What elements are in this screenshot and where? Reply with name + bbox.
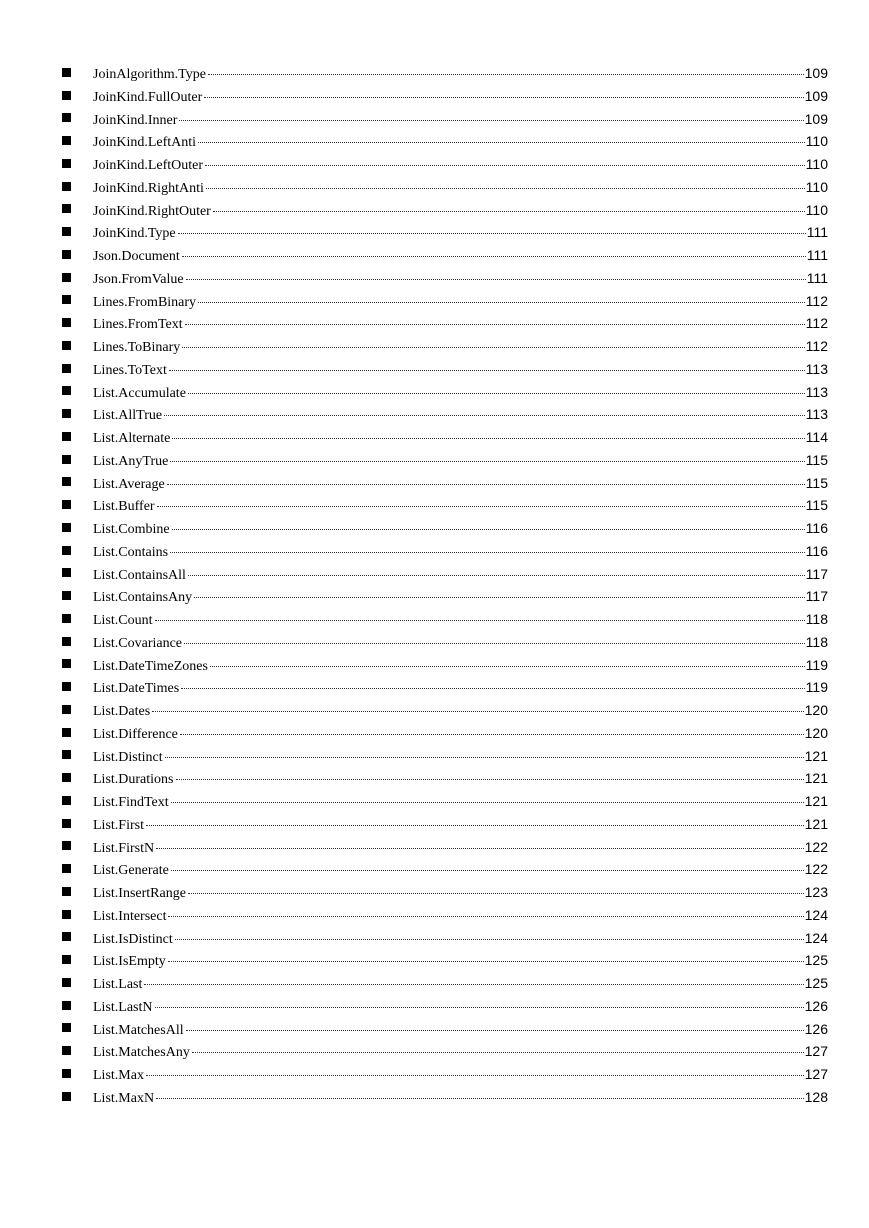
toc-entry-page-number[interactable]: 113 bbox=[805, 360, 828, 377]
dot-leader bbox=[184, 643, 805, 644]
toc-entry-title[interactable]: List.Generate bbox=[93, 863, 169, 879]
toc-entry[interactable] bbox=[62, 949, 828, 972]
toc-entry-title[interactable]: List.AnyTrue bbox=[93, 453, 169, 469]
toc-entry-page-number[interactable]: 121 bbox=[804, 770, 828, 787]
toc-entry-title[interactable]: List.LastN bbox=[93, 999, 153, 1015]
square-bullet-icon bbox=[62, 523, 71, 532]
toc-entry-page-number[interactable]: 111 bbox=[806, 224, 828, 241]
square-bullet-icon bbox=[62, 864, 71, 873]
toc-entry[interactable] bbox=[62, 904, 828, 927]
dot-leader bbox=[213, 211, 805, 212]
square-bullet-icon bbox=[62, 750, 71, 759]
toc-entry[interactable] bbox=[62, 790, 828, 813]
square-bullet-icon bbox=[62, 386, 71, 395]
toc-entry-title[interactable]: List.InsertRange bbox=[93, 886, 186, 901]
square-bullet-icon bbox=[62, 591, 71, 600]
dot-leader bbox=[185, 324, 805, 325]
dot-leader bbox=[157, 506, 805, 507]
toc-entry[interactable] bbox=[62, 108, 828, 131]
toc-entry-page-number[interactable]: 124 bbox=[804, 906, 828, 923]
square-bullet-icon bbox=[62, 1069, 71, 1078]
toc-entry-page-number[interactable]: 126 bbox=[804, 1020, 828, 1037]
dot-leader bbox=[155, 1007, 804, 1008]
toc-entry-title[interactable]: Json.FromValue bbox=[93, 271, 184, 287]
dot-leader bbox=[172, 529, 805, 530]
square-bullet-icon bbox=[62, 728, 71, 737]
toc-entry[interactable] bbox=[62, 745, 828, 768]
square-bullet-icon bbox=[62, 682, 71, 691]
toc-entry[interactable] bbox=[62, 699, 828, 722]
toc-entry-page-number[interactable]: 112 bbox=[805, 338, 828, 354]
toc-entry-page-number[interactable]: 127 bbox=[804, 1043, 828, 1060]
dot-leader bbox=[178, 233, 806, 234]
toc-entry[interactable] bbox=[62, 335, 828, 358]
square-bullet-icon bbox=[62, 432, 71, 441]
square-bullet-icon bbox=[62, 273, 71, 282]
toc-entry-title[interactable]: JoinAlgorithm.Type bbox=[93, 67, 206, 82]
toc-entry-title[interactable]: List.Difference bbox=[93, 726, 178, 742]
square-bullet-icon bbox=[62, 500, 71, 509]
toc-entry-title[interactable]: List.IsDistinct bbox=[93, 931, 173, 947]
toc-entry-page-number[interactable]: 119 bbox=[805, 656, 828, 673]
dot-leader bbox=[205, 165, 805, 166]
dot-leader bbox=[208, 74, 804, 75]
square-bullet-icon bbox=[62, 546, 71, 555]
square-bullet-icon bbox=[62, 136, 71, 145]
dot-leader bbox=[210, 666, 805, 667]
dot-leader bbox=[194, 597, 805, 598]
toc-entry-title[interactable]: List.Contains bbox=[93, 544, 169, 560]
toc-entry[interactable] bbox=[62, 1063, 828, 1086]
square-bullet-icon bbox=[62, 113, 71, 122]
toc-entry[interactable] bbox=[62, 836, 828, 859]
toc-entry[interactable] bbox=[62, 426, 828, 449]
square-bullet-icon bbox=[62, 796, 71, 805]
toc-entry-page-number[interactable]: 119 bbox=[805, 679, 828, 696]
square-bullet-icon bbox=[62, 318, 71, 327]
toc-entry[interactable] bbox=[62, 358, 828, 381]
toc-entry[interactable] bbox=[62, 995, 828, 1018]
toc-entry-title[interactable]: List.Alternate bbox=[93, 431, 171, 446]
toc-entry[interactable] bbox=[62, 972, 828, 995]
dot-leader bbox=[175, 939, 804, 940]
square-bullet-icon bbox=[62, 773, 71, 782]
toc-entry-title[interactable]: JoinKind.RightOuter bbox=[93, 203, 211, 219]
toc-entry-page-number[interactable]: 115 bbox=[805, 497, 828, 514]
toc-entry-page-number[interactable]: 122 bbox=[804, 838, 828, 855]
dot-leader bbox=[176, 779, 804, 780]
toc-entry[interactable] bbox=[62, 267, 828, 290]
toc-entry-page-number[interactable]: 118 bbox=[805, 633, 828, 650]
toc-entry[interactable] bbox=[62, 858, 828, 881]
toc-entry-title[interactable]: List.Dates bbox=[93, 704, 151, 719]
toc-entry-page-number[interactable]: 115 bbox=[805, 451, 828, 468]
table-of-contents bbox=[62, 62, 828, 1109]
toc-entry[interactable] bbox=[62, 1018, 828, 1041]
toc-entry-title[interactable]: List.MatchesAny bbox=[93, 1045, 190, 1061]
square-bullet-icon bbox=[62, 159, 71, 168]
dot-leader bbox=[204, 97, 803, 98]
toc-entry[interactable] bbox=[62, 767, 828, 790]
square-bullet-icon bbox=[62, 341, 71, 350]
toc-entry-title[interactable]: Lines.FromBinary bbox=[93, 294, 197, 310]
toc-entry-page-number[interactable]: 122 bbox=[804, 861, 828, 878]
dot-leader bbox=[167, 484, 805, 485]
toc-entry-title[interactable]: List.MaxN bbox=[93, 1090, 155, 1106]
toc-entry-title[interactable]: List.Count bbox=[93, 613, 153, 628]
square-bullet-icon bbox=[62, 637, 71, 646]
toc-entry-page-number[interactable]: 126 bbox=[804, 997, 828, 1014]
toc-entry-page-number[interactable]: 115 bbox=[805, 474, 828, 491]
toc-entry-title[interactable]: JoinKind.LeftAnti bbox=[93, 135, 197, 151]
toc-entry-page-number[interactable]: 113 bbox=[805, 406, 828, 423]
toc-entry-title[interactable]: List.Distinct bbox=[93, 749, 163, 765]
toc-entry[interactable] bbox=[62, 1040, 828, 1063]
toc-entry[interactable] bbox=[62, 722, 828, 745]
toc-entry-page-number[interactable]: 128 bbox=[804, 1088, 828, 1105]
dot-leader bbox=[171, 870, 804, 871]
dot-leader bbox=[180, 734, 804, 735]
dot-leader bbox=[188, 575, 805, 576]
dot-leader bbox=[168, 961, 804, 962]
square-bullet-icon bbox=[62, 614, 71, 623]
square-bullet-icon bbox=[62, 910, 71, 919]
dot-leader bbox=[188, 393, 805, 394]
toc-entry-title[interactable]: Lines.ToBinary bbox=[93, 340, 181, 355]
toc-entry[interactable] bbox=[62, 517, 828, 540]
toc-entry[interactable] bbox=[62, 176, 828, 199]
toc-entry-page-number[interactable]: 121 bbox=[804, 747, 828, 764]
square-bullet-icon bbox=[62, 477, 71, 486]
square-bullet-icon bbox=[62, 204, 71, 213]
toc-entry[interactable] bbox=[62, 312, 828, 335]
toc-entry-title[interactable]: JoinKind.Inner bbox=[93, 112, 178, 128]
dot-leader bbox=[170, 552, 805, 553]
dot-leader bbox=[179, 120, 803, 121]
dot-leader bbox=[186, 1030, 804, 1031]
toc-entry[interactable] bbox=[62, 563, 828, 586]
toc-entry-title[interactable]: JoinKind.FullOuter bbox=[93, 89, 203, 105]
toc-entry-page-number[interactable]: 112 bbox=[805, 315, 828, 332]
dot-leader bbox=[156, 848, 804, 849]
square-bullet-icon bbox=[62, 932, 71, 941]
toc-entry[interactable] bbox=[62, 130, 828, 153]
toc-entry[interactable] bbox=[62, 494, 828, 517]
toc-entry-page-number[interactable]: 112 bbox=[805, 292, 828, 309]
toc-entry-page-number[interactable]: 124 bbox=[804, 929, 828, 946]
toc-entry[interactable] bbox=[62, 608, 828, 631]
dot-leader bbox=[168, 916, 803, 917]
toc-entry[interactable] bbox=[62, 881, 828, 904]
square-bullet-icon bbox=[62, 978, 71, 987]
toc-entry-title[interactable]: List.AllTrue bbox=[93, 408, 163, 424]
toc-entry[interactable] bbox=[62, 449, 828, 472]
toc-entry-page-number[interactable]: 121 bbox=[804, 815, 828, 832]
toc-entry-page-number[interactable]: 116 bbox=[805, 542, 828, 559]
toc-entry-title[interactable]: List.FirstN bbox=[93, 840, 155, 856]
square-bullet-icon bbox=[62, 659, 71, 668]
square-bullet-icon bbox=[62, 1092, 71, 1101]
toc-entry-title[interactable]: List.FindText bbox=[93, 795, 169, 810]
dot-leader bbox=[172, 438, 804, 439]
toc-entry[interactable] bbox=[62, 85, 828, 108]
square-bullet-icon bbox=[62, 227, 71, 236]
toc-entry-page-number[interactable]: 113 bbox=[805, 383, 828, 400]
toc-entry-page-number[interactable]: 121 bbox=[804, 793, 828, 809]
toc-entry[interactable] bbox=[62, 62, 828, 85]
toc-entry[interactable] bbox=[62, 153, 828, 176]
toc-entry[interactable] bbox=[62, 1086, 828, 1109]
toc-entry[interactable] bbox=[62, 927, 828, 950]
toc-entry[interactable] bbox=[62, 381, 828, 404]
toc-entry-title[interactable]: List.Combine bbox=[93, 522, 170, 537]
toc-entry[interactable] bbox=[62, 403, 828, 426]
toc-entry[interactable] bbox=[62, 472, 828, 495]
dot-leader bbox=[144, 984, 803, 985]
toc-entry-title[interactable]: List.ContainsAny bbox=[93, 590, 193, 606]
toc-entry-title[interactable]: List.Intersect bbox=[93, 908, 167, 924]
square-bullet-icon bbox=[62, 295, 71, 304]
square-bullet-icon bbox=[62, 409, 71, 418]
toc-entry-page-number[interactable]: 111 bbox=[806, 247, 828, 263]
square-bullet-icon bbox=[62, 819, 71, 828]
dot-leader bbox=[198, 302, 805, 303]
toc-entry-title[interactable]: List.DateTimeZones bbox=[93, 658, 208, 674]
toc-entry-title[interactable]: List.MatchesAll bbox=[93, 1022, 184, 1038]
toc-entry-title[interactable]: List.Covariance bbox=[93, 635, 183, 651]
square-bullet-icon bbox=[62, 1046, 71, 1055]
square-bullet-icon bbox=[62, 1023, 71, 1032]
toc-entry[interactable] bbox=[62, 631, 828, 654]
dot-leader bbox=[181, 688, 804, 689]
square-bullet-icon bbox=[62, 568, 71, 577]
toc-entry[interactable] bbox=[62, 585, 828, 608]
toc-entry[interactable] bbox=[62, 654, 828, 677]
toc-entry-title[interactable]: List.IsEmpty bbox=[93, 954, 166, 970]
toc-entry-title[interactable]: List.First bbox=[93, 817, 144, 833]
dot-leader bbox=[146, 825, 804, 826]
toc-entry-title[interactable]: List.Last bbox=[93, 977, 143, 992]
toc-entry-page-number[interactable]: 110 bbox=[805, 133, 828, 150]
dot-leader bbox=[155, 620, 805, 621]
toc-entry[interactable] bbox=[62, 199, 828, 222]
toc-entry-title[interactable]: List.Average bbox=[93, 476, 165, 492]
toc-entry-page-number[interactable]: 109 bbox=[804, 87, 828, 104]
square-bullet-icon bbox=[62, 250, 71, 259]
dot-leader bbox=[182, 256, 806, 257]
dot-leader bbox=[169, 370, 805, 371]
toc-entry-page-number[interactable]: 123 bbox=[804, 884, 828, 900]
toc-entry-page-number[interactable]: 110 bbox=[805, 156, 828, 172]
dot-leader bbox=[146, 1075, 804, 1076]
toc-entry-page-number[interactable]: 109 bbox=[804, 110, 828, 127]
toc-entry-page-number[interactable]: 120 bbox=[804, 724, 828, 741]
toc-entry-page-number[interactable]: 125 bbox=[804, 975, 828, 991]
square-bullet-icon bbox=[62, 364, 71, 373]
dot-leader bbox=[170, 461, 804, 462]
square-bullet-icon bbox=[62, 182, 71, 191]
dot-leader bbox=[156, 1098, 804, 1099]
dot-leader bbox=[171, 802, 804, 803]
toc-entry-title[interactable]: JoinKind.LeftOuter bbox=[93, 158, 204, 173]
toc-entry-title[interactable]: JoinKind.RightAnti bbox=[93, 180, 204, 196]
dot-leader bbox=[164, 415, 805, 416]
toc-entry-page-number[interactable]: 116 bbox=[805, 520, 828, 536]
toc-entry-title[interactable]: List.Max bbox=[93, 1068, 144, 1083]
toc-entry[interactable] bbox=[62, 540, 828, 563]
square-bullet-icon bbox=[62, 1001, 71, 1010]
square-bullet-icon bbox=[62, 455, 71, 464]
toc-entry-title[interactable]: List.DateTimes bbox=[93, 681, 180, 697]
dot-leader bbox=[186, 279, 806, 280]
dot-leader bbox=[182, 347, 804, 348]
toc-entry-page-number[interactable]: 120 bbox=[804, 702, 828, 718]
toc-entry-page-number[interactable]: 114 bbox=[805, 429, 828, 445]
toc-entry-title[interactable]: List.Buffer bbox=[93, 499, 155, 515]
dot-leader bbox=[198, 142, 805, 143]
toc-entry-page-number[interactable]: 118 bbox=[805, 611, 828, 627]
toc-entry-page-number[interactable]: 125 bbox=[804, 952, 828, 969]
toc-entry[interactable] bbox=[62, 676, 828, 699]
square-bullet-icon bbox=[62, 68, 71, 77]
square-bullet-icon bbox=[62, 955, 71, 964]
toc-entry-page-number[interactable]: 117 bbox=[805, 588, 828, 605]
toc-entry-page-number[interactable]: 111 bbox=[806, 269, 828, 286]
square-bullet-icon bbox=[62, 841, 71, 850]
toc-entry-page-number[interactable]: 117 bbox=[805, 565, 828, 582]
toc-entry-page-number[interactable]: 127 bbox=[804, 1066, 828, 1082]
square-bullet-icon bbox=[62, 887, 71, 896]
toc-entry[interactable] bbox=[62, 221, 828, 244]
dot-leader bbox=[152, 711, 803, 712]
toc-entry-title[interactable]: Lines.FromText bbox=[93, 317, 183, 333]
toc-entry[interactable] bbox=[62, 244, 828, 267]
toc-entry-page-number[interactable]: 110 bbox=[805, 178, 828, 195]
square-bullet-icon bbox=[62, 91, 71, 100]
toc-entry-title[interactable]: Json.Document bbox=[93, 249, 180, 264]
dot-leader bbox=[206, 188, 805, 189]
dot-leader bbox=[165, 757, 804, 758]
toc-entry[interactable] bbox=[62, 813, 828, 836]
dot-leader bbox=[192, 1052, 804, 1053]
toc-entry-title[interactable]: Lines.ToText bbox=[93, 362, 167, 378]
toc-entry-title[interactable]: List.Accumulate bbox=[93, 385, 186, 401]
dot-leader bbox=[188, 893, 804, 894]
toc-entry-page-number[interactable]: 109 bbox=[804, 65, 828, 81]
toc-entry-page-number[interactable]: 110 bbox=[805, 201, 828, 218]
square-bullet-icon bbox=[62, 705, 71, 714]
toc-entry-title[interactable]: JoinKind.Type bbox=[93, 226, 176, 242]
toc-entry-title[interactable]: List.ContainsAll bbox=[93, 567, 186, 583]
toc-entry-title[interactable]: List.Durations bbox=[93, 772, 174, 788]
toc-entry[interactable] bbox=[62, 290, 828, 313]
